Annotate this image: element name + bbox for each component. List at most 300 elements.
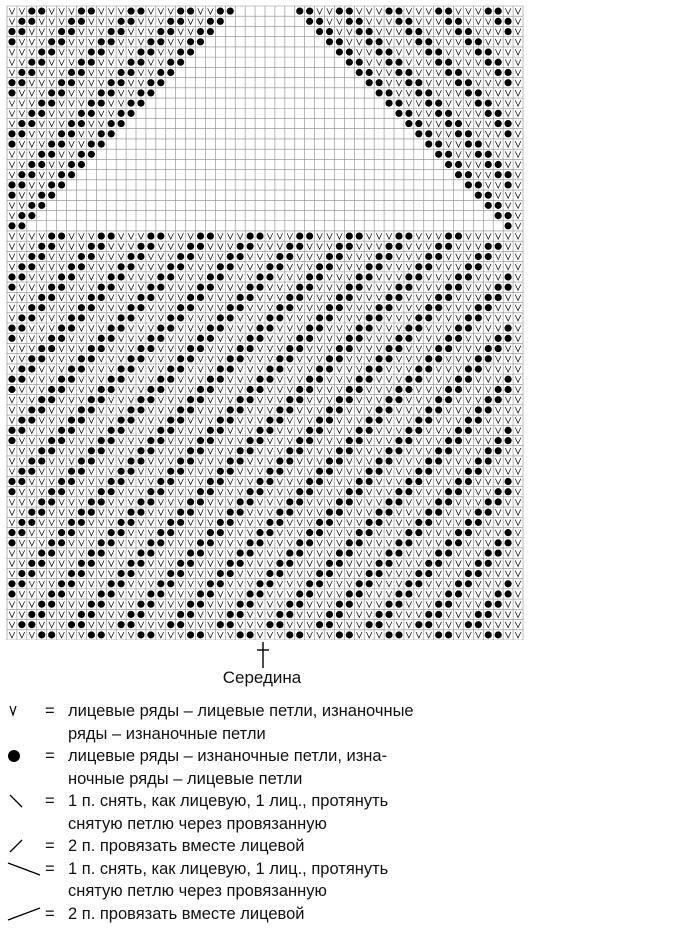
purl-dot <box>435 396 442 403</box>
purl-dot <box>495 447 502 454</box>
purl-dot <box>405 79 412 86</box>
purl-dot <box>127 560 134 567</box>
purl-dot <box>435 8 442 15</box>
purl-dot <box>28 8 35 15</box>
purl-dot <box>276 355 283 362</box>
purl-dot <box>266 365 273 372</box>
purl-dot <box>485 59 492 66</box>
purl-dot <box>68 376 75 383</box>
purl-dot <box>58 38 65 45</box>
purl-dot <box>495 437 502 444</box>
purl-dot <box>28 406 35 413</box>
purl-dot <box>505 335 512 342</box>
purl-dot <box>237 457 244 464</box>
purl-dot <box>276 365 283 372</box>
purl-dot <box>505 325 512 332</box>
legend-equals: = <box>45 792 55 810</box>
purl-dot <box>385 345 392 352</box>
purl-dot <box>137 294 144 301</box>
purl-dot <box>415 570 422 577</box>
purl-dot <box>167 427 174 434</box>
purl-dot <box>177 611 184 618</box>
purl-dot <box>256 273 263 280</box>
purl-dot <box>38 498 45 505</box>
purl-dot <box>336 550 343 557</box>
purl-dot <box>376 253 383 260</box>
purl-dot <box>237 253 244 260</box>
purl-dot <box>78 621 85 628</box>
purl-dot <box>177 263 184 270</box>
purl-dot <box>127 355 134 362</box>
purl-dot <box>8 28 15 35</box>
purl-dot <box>227 468 234 475</box>
purl-dot <box>58 325 65 332</box>
purl-dot <box>455 580 462 587</box>
purl-dot <box>485 100 492 107</box>
purl-dot <box>366 621 373 628</box>
purl-dot <box>137 447 144 454</box>
purl-dot <box>326 560 333 567</box>
purl-dot <box>326 621 333 628</box>
purl-dot <box>18 18 25 25</box>
purl-dot <box>247 437 254 444</box>
purl-dot <box>505 427 512 434</box>
purl-dot <box>98 631 105 638</box>
purl-dot <box>227 314 234 321</box>
purl-dot <box>127 509 134 516</box>
purl-dot <box>78 509 85 516</box>
purl-dot <box>237 243 244 250</box>
purl-dot <box>485 509 492 516</box>
purl-dot <box>336 509 343 516</box>
purl-dot <box>445 233 452 240</box>
purl-dot <box>415 468 422 475</box>
purl-dot <box>465 79 472 86</box>
purl-dot <box>266 376 273 383</box>
purl-dot <box>157 580 164 587</box>
purl-dot <box>385 611 392 618</box>
purl-dot <box>306 539 313 546</box>
ssk-short-icon <box>4 790 44 812</box>
purl-dot <box>385 550 392 557</box>
purl-dot <box>395 335 402 342</box>
purl-dot <box>18 478 25 485</box>
purl-dot <box>296 590 303 597</box>
purl-dot <box>127 110 134 117</box>
purl-dot <box>306 437 313 444</box>
purl-dot <box>38 294 45 301</box>
purl-dot <box>177 509 184 516</box>
purl-dot <box>286 294 293 301</box>
purl-dot <box>405 120 412 127</box>
purl-dot <box>167 273 174 280</box>
purl-dot <box>48 335 55 342</box>
purl-dot <box>376 417 383 424</box>
purl-dot <box>88 140 95 147</box>
purl-dot <box>118 28 125 35</box>
purl-dot <box>58 273 65 280</box>
purl-dot <box>28 212 35 219</box>
purl-dot <box>415 120 422 127</box>
purl-dot <box>18 325 25 332</box>
purl-dot <box>137 396 144 403</box>
legend-text: 1 п. снять, как лицевую, 1 лиц., протянуть <box>68 792 389 810</box>
purl-dot <box>286 611 293 618</box>
purl-dot <box>147 601 154 608</box>
purl-dot <box>108 376 115 383</box>
purl-dot <box>346 396 353 403</box>
purl-dot <box>98 89 105 96</box>
purl-dot <box>356 437 363 444</box>
purl-dot <box>306 18 313 25</box>
purl-dot <box>157 478 164 485</box>
purl-dot <box>346 243 353 250</box>
purl-dot <box>217 570 224 577</box>
purl-dot <box>88 253 95 260</box>
purl-dot <box>108 273 115 280</box>
purl-dot <box>167 570 174 577</box>
legend-item <box>4 745 694 790</box>
purl-dot <box>48 140 55 147</box>
purl-dot <box>237 560 244 567</box>
purl-dot <box>78 8 85 15</box>
purl-dot <box>58 386 65 393</box>
purl-dot <box>78 560 85 567</box>
purl-dot <box>475 38 482 45</box>
purl-dot <box>127 611 134 618</box>
center-marker-icon <box>253 640 273 670</box>
purl-dot <box>197 601 204 608</box>
purl-dot <box>48 550 55 557</box>
legend-text: 1 п. снять, как лицевую, 1 лиц., протянуть <box>68 859 389 878</box>
purl-dot <box>475 468 482 475</box>
purl-dot <box>366 273 373 280</box>
purl-dot <box>187 509 194 516</box>
purl-dot <box>217 519 224 526</box>
purl-dot <box>137 631 144 638</box>
purl-dot <box>58 335 65 342</box>
purl-dot <box>157 488 164 495</box>
purl-dot <box>405 590 412 597</box>
purl-dot <box>286 406 293 413</box>
purl-dot <box>18 79 25 86</box>
purl-dot <box>336 355 343 362</box>
purl-dot <box>147 79 154 86</box>
purl-dot <box>316 580 323 587</box>
purl-dot <box>48 488 55 495</box>
purl-dot <box>98 498 105 505</box>
purl-dot <box>485 406 492 413</box>
purl-dot <box>48 48 55 55</box>
purl-dot <box>118 314 125 321</box>
purl-dot <box>108 335 115 342</box>
purl-dot <box>197 396 204 403</box>
purl-dot <box>385 509 392 516</box>
purl-dot <box>28 171 35 178</box>
purl-dot <box>455 69 462 76</box>
purl-dot <box>445 161 452 168</box>
purl-dot <box>197 498 204 505</box>
purl-dot <box>8 130 15 137</box>
legend-text: лицевые ряды – изнаночные петли, изна- <box>68 747 388 765</box>
purl-dot <box>425 560 432 567</box>
purl-dot <box>485 192 492 199</box>
purl-dot <box>28 59 35 66</box>
purl-dot <box>455 529 462 536</box>
purl-dot <box>445 539 452 546</box>
purl-dot <box>296 601 303 608</box>
purl-dot <box>78 161 85 168</box>
purl-dot <box>167 621 174 628</box>
purl-dot <box>18 621 25 628</box>
purl-dot <box>58 478 65 485</box>
purl-dot <box>227 570 234 577</box>
purl-dot <box>8 222 15 229</box>
purl-dot <box>316 529 323 536</box>
purl-dot <box>475 151 482 158</box>
purl-dot <box>147 396 154 403</box>
purl-dot <box>445 335 452 342</box>
purl-dot <box>98 488 105 495</box>
purl-dot <box>425 130 432 137</box>
purl-dot <box>376 468 383 475</box>
purl-dot <box>316 570 323 577</box>
legend-equals: = <box>45 702 55 720</box>
purl-dot <box>177 621 184 628</box>
purl-dot <box>48 539 55 546</box>
purl-dot <box>98 447 105 454</box>
purl-dot <box>98 437 105 444</box>
purl-dot <box>68 417 75 424</box>
purl-dot <box>465 376 472 383</box>
purl-dot <box>8 590 15 597</box>
purl-dot <box>505 488 512 495</box>
purl-dot <box>147 437 154 444</box>
purl-dot <box>217 273 224 280</box>
legend-item <box>4 835 694 858</box>
purl-dot <box>475 89 482 96</box>
purl-dot <box>247 345 254 352</box>
purl-dot <box>356 376 363 383</box>
purl-dot <box>147 233 154 240</box>
purl-dot <box>108 89 115 96</box>
purl-dot <box>8 529 15 536</box>
purl-dot <box>485 396 492 403</box>
purl-dot <box>346 498 353 505</box>
purl-dot <box>108 130 115 137</box>
purl-dot <box>346 335 353 342</box>
purl-dot <box>88 447 95 454</box>
purl-dot <box>8 335 15 342</box>
purl-dot <box>376 406 383 413</box>
purl-dot <box>18 570 25 577</box>
purl-dot <box>28 468 35 475</box>
purl-dot <box>455 273 462 280</box>
purl-dot <box>306 376 313 383</box>
purl-dot <box>425 253 432 260</box>
purl-dot <box>217 314 224 321</box>
purl-dot <box>505 478 512 485</box>
purl-dot <box>485 498 492 505</box>
purl-dot <box>177 519 184 526</box>
purl-dot <box>118 570 125 577</box>
purl-dot <box>266 519 273 526</box>
purl-dot <box>505 539 512 546</box>
purl-dot <box>366 69 373 76</box>
purl-dot <box>366 519 373 526</box>
purl-dot <box>395 447 402 454</box>
purl-dot <box>8 539 15 546</box>
purl-dot <box>425 365 432 372</box>
purl-dot <box>495 284 502 291</box>
purl-dot <box>58 79 65 86</box>
purl-dot <box>38 601 45 608</box>
purl-dot <box>485 8 492 15</box>
purl-dot <box>505 580 512 587</box>
purl-dot <box>98 130 105 137</box>
purl-dot <box>28 161 35 168</box>
purl-dot <box>495 110 502 117</box>
purl-dot <box>38 192 45 199</box>
purl-dot <box>68 314 75 321</box>
purl-dot <box>177 18 184 25</box>
purl-dot <box>296 498 303 505</box>
purl-dot <box>296 631 303 638</box>
purl-dot <box>118 79 125 86</box>
purl-dot <box>346 345 353 352</box>
purl-dot <box>137 345 144 352</box>
purl-dot <box>395 488 402 495</box>
purl-dot <box>366 263 373 270</box>
knit-v-icon <box>4 700 44 722</box>
purl-dot <box>88 560 95 567</box>
purl-dot <box>227 304 234 311</box>
purl-dot <box>326 263 333 270</box>
purl-dot <box>78 468 85 475</box>
purl-dot <box>266 478 273 485</box>
purl-dot <box>286 243 293 250</box>
purl-dot <box>127 406 134 413</box>
purl-dot <box>495 396 502 403</box>
purl-dot <box>108 120 115 127</box>
purl-dot <box>197 386 204 393</box>
purl-dot <box>266 417 273 424</box>
purl-dot <box>395 550 402 557</box>
purl-dot <box>485 355 492 362</box>
purl-dot <box>296 396 303 403</box>
purl-dot <box>385 601 392 608</box>
purl-dot <box>495 498 502 505</box>
purl-dot <box>217 263 224 270</box>
purl-dot <box>505 284 512 291</box>
purl-dot <box>108 386 115 393</box>
purl-dot <box>38 243 45 250</box>
purl-dot <box>177 8 184 15</box>
purl-dot <box>465 519 472 526</box>
purl-dot <box>316 273 323 280</box>
purl-dot <box>177 48 184 55</box>
purl-dot <box>28 509 35 516</box>
purl-dot <box>415 28 422 35</box>
purl-dot <box>495 294 502 301</box>
purl-dot <box>68 120 75 127</box>
purl-dot <box>395 590 402 597</box>
purl-dot <box>237 355 244 362</box>
purl-dot <box>177 560 184 567</box>
purl-dot <box>187 560 194 567</box>
purl-dot <box>8 376 15 383</box>
purl-dot <box>118 468 125 475</box>
purl-dot <box>98 396 105 403</box>
purl-dot <box>336 447 343 454</box>
purl-dot <box>78 59 85 66</box>
purl-dot <box>237 631 244 638</box>
purl-dot <box>217 417 224 424</box>
purl-dot <box>256 233 263 240</box>
purl-dot <box>147 243 154 250</box>
purl-dot <box>336 294 343 301</box>
purl-dot <box>177 314 184 321</box>
purl-dot <box>465 427 472 434</box>
purl-dot <box>167 529 174 536</box>
purl-dot <box>58 376 65 383</box>
purl-dot <box>88 48 95 55</box>
purl-dot <box>28 202 35 209</box>
purl-dot <box>98 590 105 597</box>
purl-dot <box>207 580 214 587</box>
purl-dot <box>157 386 164 393</box>
purl-dot <box>485 601 492 608</box>
purl-dot <box>28 570 35 577</box>
purl-dot <box>465 365 472 372</box>
purl-dot <box>475 140 482 147</box>
purl-dot <box>227 560 234 567</box>
purl-dot <box>316 28 323 35</box>
purl-dot <box>68 529 75 536</box>
purl-dot <box>127 69 134 76</box>
purl-dot <box>48 386 55 393</box>
purl-dot <box>78 151 85 158</box>
purl-dot <box>177 417 184 424</box>
purl-dot <box>157 539 164 546</box>
purl-dot <box>405 478 412 485</box>
purl-dot <box>28 355 35 362</box>
purl-dot <box>336 601 343 608</box>
purl-dot <box>286 253 293 260</box>
purl-dot <box>435 509 442 516</box>
purl-dot <box>98 48 105 55</box>
purl-dot <box>147 488 154 495</box>
purl-dot <box>88 59 95 66</box>
purl-dot <box>127 468 134 475</box>
purl-dot <box>495 590 502 597</box>
purl-dot <box>197 284 204 291</box>
legend-item <box>4 790 694 835</box>
purl-dot <box>425 100 432 107</box>
purl-dot <box>38 457 45 464</box>
purl-dot <box>336 498 343 505</box>
purl-dot <box>187 8 194 15</box>
purl-dot <box>28 18 35 25</box>
purl-dot <box>356 233 363 240</box>
purl-dot <box>227 263 234 270</box>
purl-dot <box>78 18 85 25</box>
purl-dot <box>296 284 303 291</box>
purl-dot <box>425 406 432 413</box>
purl-dot <box>485 253 492 260</box>
purl-dot <box>435 550 442 557</box>
purl-dot <box>108 437 115 444</box>
